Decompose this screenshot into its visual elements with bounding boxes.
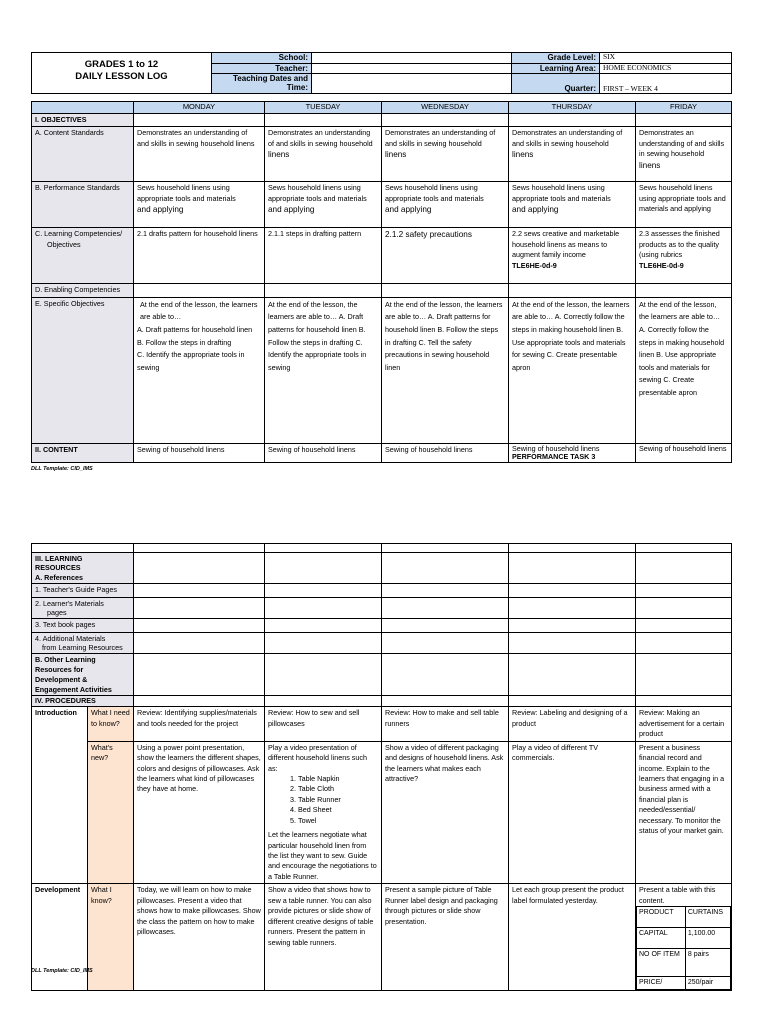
what-need-to-know-label: What I need to know?	[88, 707, 134, 741]
r2-friday: Present a business financial record and income. Explain to the learners that engaging in a business armed with a financial plan is needed/essential/ necessary. To monitor the status of your market gain.	[636, 741, 732, 884]
lc-wednesday: 2.1.2 safety precautions	[382, 228, 509, 284]
financial-table: PRODUCT CURTAINS CAPITAL 1,100.00 NO OF ITEM 8 pairs PRICE/ 250/pair	[636, 906, 731, 990]
so-thursday: At the end of the lesson, the learners are able to… A. Correctly follow the steps in making household linen B. Use appropriate tools and materials for sewing C. Create presentable apron	[509, 297, 636, 443]
cs-friday: Demonstrates an understanding of and skills in sewing household linens	[636, 127, 732, 182]
cs-monday: Demonstrates an understanding of and skills in sewing household linens	[134, 127, 265, 182]
procedures-label: IV. PROCEDURES	[32, 696, 134, 707]
competencies-label: C. Learning Competencies/ Objectives	[32, 228, 134, 284]
area-label: Learning Area:	[512, 64, 600, 74]
teacher-field	[312, 64, 512, 74]
tb-label: 3. Text book pages	[32, 619, 134, 632]
r1-friday: Review: Making an advertisement for a certain product	[636, 707, 732, 741]
linens-list: 1. Table Napkin 2. Table Cloth 3. Table Runner 4. Bed Sheet 5. Towel	[268, 774, 378, 826]
day-tuesday: TUESDAY	[265, 102, 382, 114]
r2-wednesday: Show a video of different packaging and designs of household linens. Ask the learners what makes each attractive?	[382, 741, 509, 884]
grade-label: Grade Level:	[512, 53, 600, 64]
lesson-log-header	[31, 52, 732, 94]
r3-monday: Today, we will learn on how to make pillowcases. Present a video that shows how to make pillowcases. Show the class the pattern on how to make pillowcases.	[134, 884, 265, 991]
cs-thursday: Demonstrates an understanding of and skills in sewing household linens	[509, 127, 636, 182]
cs-wednesday: Demonstrates an understanding of and skills in sewing household linens	[382, 127, 509, 182]
r2-tuesday: Play a video presentation of different household linens such as: 1. Table Napkin 2. Table Cloth 3. Table Runner 4. Bed Sheet 5. Towel Let the learners negotiate what particular household linen from the list they want to sew. Guide and encourage the negotiations to a Table Runner.	[265, 741, 382, 884]
r2-thursday: Play a video of different TV commercials.	[509, 741, 636, 884]
tg-label: 1. Teacher's Guide Pages	[32, 584, 134, 597]
ps-wednesday: Sews household linens using appropriate tools and materials and applying	[382, 182, 509, 228]
r3-wednesday: Present a sample picture of Table Runner label design and packaging through pictures or slide show presentation.	[382, 884, 509, 991]
additional-label: 4. Additional Materials from Learning Resources	[32, 632, 134, 654]
content-tuesday: Sewing of household linens	[265, 443, 382, 463]
footer-2: DLL Template: CID_IMS	[31, 968, 93, 974]
title-line-2: DAILY LESSON LOG	[75, 71, 168, 83]
objectives-table	[31, 101, 732, 463]
performance-standards-label: B. Performance Standards	[32, 182, 134, 228]
whats-new-label: What's new?	[88, 741, 134, 884]
resources-label: III. LEARNING RESOURCES A. References	[32, 553, 134, 584]
day-monday: MONDAY	[134, 102, 265, 114]
content-label: II. CONTENT	[32, 443, 134, 463]
quarter-value: FIRST – WEEK 4	[600, 74, 732, 94]
r1-wednesday: Review: How to make and sell table runners	[382, 707, 509, 741]
r3-friday: Present a table with this content. PRODUCT CURTAINS CAPITAL 1,100.00 NO OF ITEM 8 pairs PRICE/ 250/pair	[636, 884, 732, 991]
school-field	[312, 53, 512, 64]
day-wednesday: WEDNESDAY	[382, 102, 509, 114]
corner-cell	[32, 102, 134, 114]
title-line-1: GRADES 1 to 12	[84, 59, 159, 70]
content-monday: Sewing of household linens	[134, 443, 265, 463]
r1-thursday: Review: Labeling and designing of a product	[509, 707, 636, 741]
r3-thursday: Let each group present the product label formulated yesterday.	[509, 884, 636, 991]
ps-tuesday: Sews household linens using appropriate tools and materials and applying	[265, 182, 382, 228]
ps-friday: Sews household linens using appropriate tools and materials and applying	[636, 182, 732, 228]
specific-objectives-label: E. Specific Objectives	[32, 297, 134, 443]
content-friday: Sewing of household linens	[636, 443, 732, 463]
so-tuesday: At the end of the lesson, the learners are able to… A. Draft patterns for household linen B. Follow the steps in drafting C. Identify the appropriate tools in sewing	[265, 297, 382, 443]
dates-label: Teaching Dates and Time:	[212, 74, 312, 94]
lc-tuesday: 2.1.1 steps in drafting pattern	[265, 228, 382, 284]
so-wednesday: At the end of the lesson, the learners are able to… A. Draft patterns for household linen B. Follow the steps in drafting C. Tell the safety precautions in sewing household linen	[382, 297, 509, 443]
r2-monday: Using a power point presentation, show the learners the different shapes, colors and designs of pillowcases. Ask the learners what kind of pillowcases they have at home.	[134, 741, 265, 884]
introduction-label: Introduction	[32, 707, 88, 884]
enabling-label: D. Enabling Competencies	[32, 284, 134, 297]
lc-monday: 2.1 drafts pattern for household linens	[134, 228, 265, 284]
what-i-know-label: What I know?	[88, 884, 134, 991]
r1-monday: Review: Identifying supplies/materials and tools needed for the project	[134, 707, 265, 741]
quarter-label: Quarter:	[512, 74, 600, 94]
content-wednesday: Sewing of household linens	[382, 443, 509, 463]
ps-thursday: Sews household linens using appropriate tools and materials and applying	[509, 182, 636, 228]
r3-tuesday: Show a video that shows how to sew a table runner. You can also provide pictures or slide show of different creative designs of table runners. Present the pattern in sewing table runners.	[265, 884, 382, 991]
grade-value: SIX	[600, 53, 732, 64]
objectives-heading: I. OBJECTIVES	[32, 113, 134, 126]
teacher-label: Teacher:	[212, 64, 312, 74]
area-value: HOME ECONOMICS	[600, 64, 732, 74]
so-monday: At the end of the lesson, the learners are able to… A. Draft patterns for household linen B. Follow the steps in drafting C. Identify the appropriate tools in sewing	[134, 297, 265, 443]
lm-label: 2. Learner's Materials pages	[32, 597, 134, 619]
content-thursday: Sewing of household linens PERFORMANCE TASK 3	[509, 443, 636, 463]
development-label: Development	[32, 884, 88, 991]
other-resources-label: B. Other Learning Resources for Development & Engagement Activities	[32, 654, 134, 696]
cs-tuesday: Demonstrates an understanding of and skills in sewing household linens	[265, 127, 382, 182]
dates-field	[312, 74, 512, 94]
r1-tuesday: Review: How to sew and sell pillowcases	[265, 707, 382, 741]
day-friday: FRIDAY	[636, 102, 732, 114]
resources-table	[31, 543, 732, 991]
lc-thursday: 2.2 sews creative and marketable household linens as means to augment family income TLE6HE-0d-9	[509, 228, 636, 284]
school-label: School:	[212, 53, 312, 64]
lc-friday: 2.3 assesses the finished products as to the quality (using rubrics TLE6HE-0d-9	[636, 228, 732, 284]
day-thursday: THURSDAY	[509, 102, 636, 114]
content-standards-label: A. Content Standards	[32, 127, 134, 182]
log-title	[32, 53, 212, 94]
footer-1: DLL Template: CID_IMS	[31, 466, 93, 472]
so-friday: At the end of the lesson, the learners are able to… A. Correctly follow the steps in making household linen B. Use appropriate tools and materials for sewing C. Create presentable apron	[636, 297, 732, 443]
ps-monday: Sews household linens using appropriate tools and materials and applying	[134, 182, 265, 228]
